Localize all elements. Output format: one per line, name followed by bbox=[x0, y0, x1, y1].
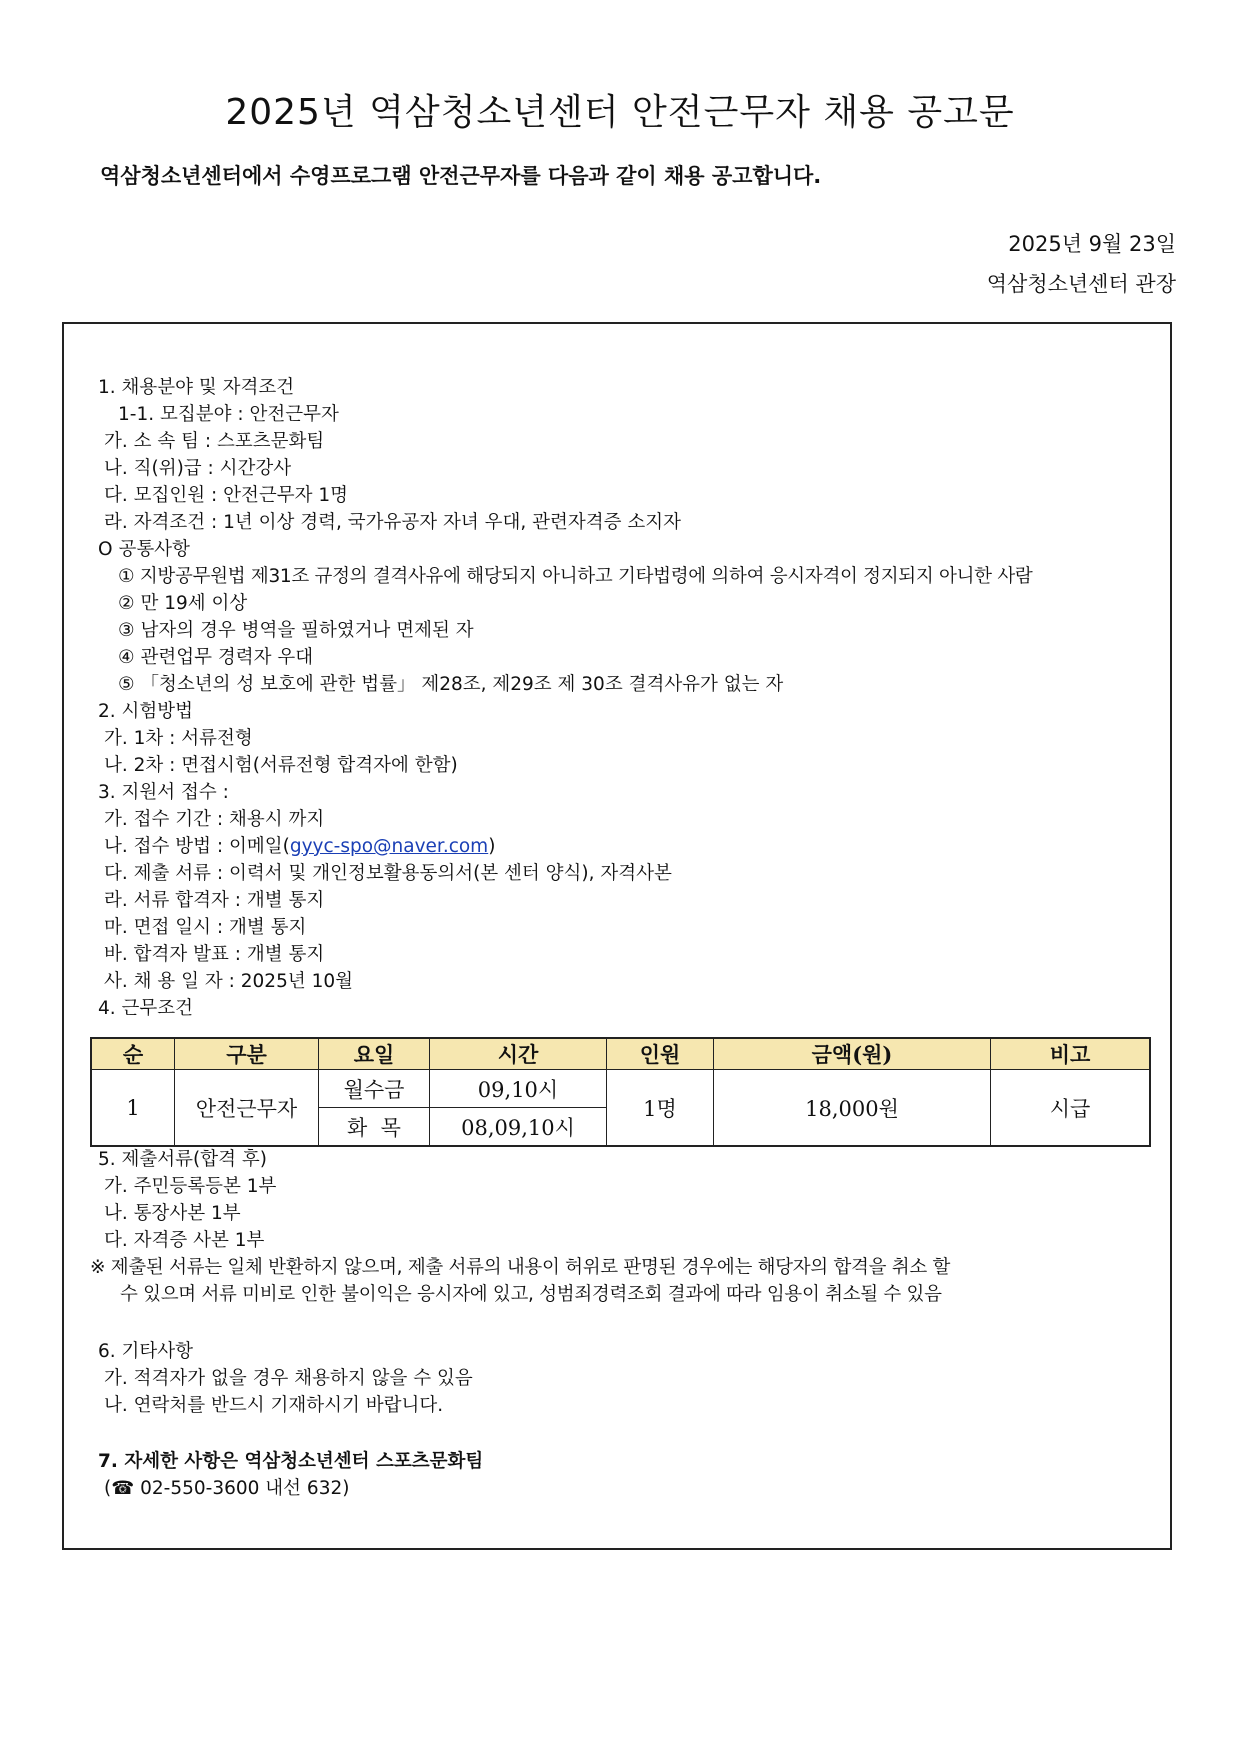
table-header: 비고 bbox=[991, 1038, 1151, 1070]
section-5-item: 나. 통장사본 1부 bbox=[104, 1203, 241, 1224]
section-1-item: 라. 자격조건 : 1년 이상 경력, 국가유공자 자녀 우대, 관련자격증 소지자 bbox=[104, 512, 681, 533]
section-3-item: 사. 채 용 일 자 : 2025년 10월 bbox=[104, 971, 353, 992]
section-3-item: 다. 제출 서류 : 이력서 및 개인정보활용동의서(본 센터 양식), 자격사본 bbox=[104, 863, 672, 884]
section-5-heading: 5. 제출서류(합격 후) bbox=[98, 1149, 267, 1170]
section-5-item: 가. 주민등록등본 1부 bbox=[104, 1176, 277, 1197]
common-heading: O 공통사항 bbox=[98, 539, 190, 560]
section-6-heading: 6. 기타사항 bbox=[98, 1341, 194, 1362]
table-header: 금액(원) bbox=[714, 1038, 991, 1070]
section-7-heading: 7. 자세한 사항은 역삼청소년센터 스포츠문화팀 bbox=[98, 1451, 484, 1472]
section-1-sub: 1-1. 모집분야 : 안전근무자 bbox=[118, 404, 339, 425]
common-item: ② 만 19세 이상 bbox=[118, 593, 248, 614]
table-header: 구분 bbox=[175, 1038, 319, 1070]
cell-category: 안전근무자 bbox=[175, 1070, 319, 1147]
cell-time: 09,10시 bbox=[430, 1070, 607, 1108]
cell-days: 월수금 bbox=[319, 1070, 430, 1108]
work-conditions-table bbox=[90, 1037, 1151, 1147]
cell-people: 1명 bbox=[607, 1070, 714, 1147]
common-item: ⑤ 「청소년의 성 보호에 관한 법률」 제28조, 제29조 제 30조 결격사유가 없는 자 bbox=[118, 674, 784, 695]
section-1-item: 다. 모집인원 : 안전근무자 1명 bbox=[104, 485, 348, 506]
common-item: ③ 남자의 경우 병역을 필하였거나 면제된 자 bbox=[118, 620, 474, 641]
cell-days: 화 목 bbox=[319, 1108, 430, 1147]
section-6-item: 나. 연락처를 반드시 기재하시기 바랍니다. bbox=[104, 1395, 444, 1416]
email-label: 나. 접수 방법 : 이메일( bbox=[104, 836, 290, 857]
table-header: 인원 bbox=[607, 1038, 714, 1070]
section-1-item: 가. 소 속 팀 : 스포츠문화팀 bbox=[104, 431, 325, 452]
page-title: 2025년 역삼청소년센터 안전근무자 채용 공고문 bbox=[225, 92, 1015, 133]
common-item: ④ 관련업무 경력자 우대 bbox=[118, 647, 314, 668]
email-suffix: ) bbox=[488, 836, 496, 857]
table-header-row bbox=[91, 1038, 1150, 1070]
intro-text: 역삼청소년센터에서 수영프로그램 안전근무자를 다음과 같이 채용 공고합니다. bbox=[100, 164, 822, 188]
section-2-item: 나. 2차 : 면접시험(서류전형 합격자에 한함) bbox=[104, 755, 458, 776]
cell-time: 08,09,10시 bbox=[430, 1108, 607, 1147]
cell-amount: 18,000원 bbox=[714, 1070, 991, 1147]
section-5-note: ※ 제출된 서류는 일체 반환하지 않으며, 제출 서류의 내용이 허위로 판명된 경우에는 해당자의 합격을 취소 할 bbox=[90, 1257, 951, 1278]
section-1-item: 나. 직(위)급 : 시간강사 bbox=[104, 458, 292, 479]
issuer: 역삼청소년센터 관장 bbox=[986, 272, 1176, 296]
section-6-item: 가. 적격자가 없을 경우 채용하지 않을 수 있음 bbox=[104, 1368, 473, 1389]
section-1-heading: 1. 채용분야 및 자격조건 bbox=[98, 377, 295, 398]
section-3-item: 바. 합격자 발표 : 개별 통지 bbox=[104, 944, 325, 965]
section-2-heading: 2. 시험방법 bbox=[98, 701, 194, 722]
common-item: ① 지방공무원법 제31조 규정의 결격사유에 해당되지 아니하고 기타법령에 의하여 응시자격이 정지되지 아니한 사람 bbox=[118, 566, 1033, 587]
section-3-item: 가. 접수 기간 : 채용시 까지 bbox=[104, 809, 325, 830]
cell-note: 시급 bbox=[991, 1070, 1151, 1147]
table-row bbox=[91, 1070, 1150, 1108]
table-header: 순 bbox=[91, 1038, 175, 1070]
section-3-item-email bbox=[104, 835, 495, 859]
notice-date: 2025년 9월 23일 bbox=[1008, 232, 1176, 256]
cell-no: 1 bbox=[91, 1070, 175, 1147]
section-2-item: 가. 1차 : 서류전형 bbox=[104, 728, 253, 749]
table-header: 요일 bbox=[319, 1038, 430, 1070]
section-3-item: 마. 면접 일시 : 개별 통지 bbox=[104, 917, 307, 938]
section-4-heading: 4. 근무조건 bbox=[98, 998, 194, 1019]
email-link[interactable]: gyyc-spo@naver.com bbox=[289, 836, 489, 857]
section-5-item: 다. 자격증 사본 1부 bbox=[104, 1230, 265, 1251]
section-3-item: 라. 서류 합격자 : 개별 통지 bbox=[104, 890, 325, 911]
section-3-heading: 3. 지원서 접수 : bbox=[98, 782, 229, 803]
section-5-note: 수 있으며 서류 미비로 인한 불이익은 응시자에 있고, 성범죄경력조회 결과에 따라 임용이 취소될 수 있음 bbox=[120, 1284, 942, 1305]
table-header: 시간 bbox=[430, 1038, 607, 1070]
contact-phone: (☎ 02-550-3600 내선 632) bbox=[104, 1478, 350, 1499]
